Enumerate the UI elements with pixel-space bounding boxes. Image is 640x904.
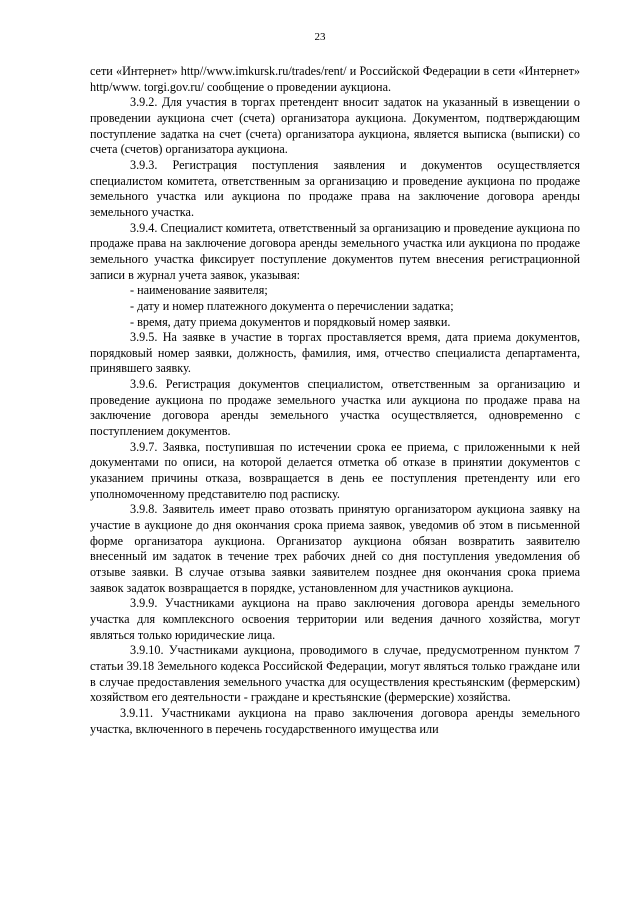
paragraph-3-9-7: 3.9.7. Заявка, поступившая по истечении срока ее приема, с приложенными к ней документами по описи, на которой делается отметка об отказе в принятии документов с указанием причины отказа, возвращается в день ее поступления претенденту или его уполномоченному представителю под расписку. (90, 439, 580, 501)
paragraph-3-9-9: 3.9.9. Участниками аукциона на право заключения договора аренды земельного участка для комплексного освоения территории или ведения дачного хозяйства, могут являться только юридические лица. (90, 596, 580, 642)
paragraph-3-9-3: 3.9.3. Регистрация поступления заявления и документов осуществляется специалистом комитета, ответственным за организацию и проведение аукциона по продаже земельного участка или аукциона по продаже права на заключение договора аренды земельного участка. (90, 157, 580, 219)
document-body (90, 64, 580, 737)
paragraph-intro: сети «Интернет» http//www.imkursk.ru/trades/rent/ и Российской Федерации в сети «Интернет» http/www. torgi.gov.ru/ сообщение о проведении аукциона. (90, 64, 580, 94)
paragraph-3-9-10: 3.9.10. Участниками аукциона, проводимого в случае, предусмотренном пунктом 7 статьи 39.18 Земельного кодекса Российской Федерации, могут являться только граждане или в случае предоставления земельного участка для осуществления крестьянским (фермерским) хозяйством его деятельности - граждане и крестьянские (фермерские) хозяйства. (90, 643, 580, 705)
paragraph-3-9-5: 3.9.5. На заявке в участие в торгах проставляется время, дата приема документов, порядковый номер заявки, должность, фамилия, имя, отчество специалиста департамента, принявшего заявку. (90, 330, 580, 376)
list-item: - время, дату приема документов и порядковый номер заявки. (130, 314, 451, 329)
page-number: 23 (314, 31, 326, 43)
paragraph-3-9-6: 3.9.6. Регистрация документов специалистом, ответственным за организацию и проведение аукциона по продаже земельного участка или аукциона по продаже права на заключение договора аренды земельного участка осуществляется, одновременно с поступлением документов. (90, 377, 580, 439)
paragraph-3-9-4: 3.9.4. Специалист комитета, ответственный за организацию и проведение аукциона по продаже права на заключение договора аренды земельного участка или аукциона по продаже земельного участка фиксирует поступление документов путем внесения регистрационной записи в журнал учета заявок, указывая: (90, 220, 580, 282)
list-item: - дату и номер платежного документа о перечислении задатка; (130, 298, 454, 313)
paragraph-3-9-8: 3.9.8. Заявитель имеет право отозвать принятую организатором аукциона заявку на участие в аукционе до дня окончания срока приема заявок, уведомив об этом в письменной форме организатора аукциона. Организатор аукциона обязан возвратить заявителю внесенный им задаток в течение трех рабочих дней со дня поступления уведомления об отзыве заявки. В случае отзыва заявки заявителем позднее дня окончания срока приема заявок задаток возвращается в порядке, установленном для участников аукциона. (90, 502, 580, 595)
list-item: - наименование заявителя; (130, 283, 268, 298)
paragraph-3-9-11: 3.9.11. Участниками аукциона на право заключения договора аренды земельного участка, включенного в перечень государственного имущества или (90, 705, 580, 736)
paragraph-3-9-2: 3.9.2. Для участия в торгах претендент вносит задаток на указанный в извещении о проведении аукциона счет (счета) организатора аукциона. Документом, подтверждающим поступление задатка на счет (счета) организатора аукциона, является выписка (выписки) со счета (счетов) организатора аукциона. (90, 95, 580, 157)
